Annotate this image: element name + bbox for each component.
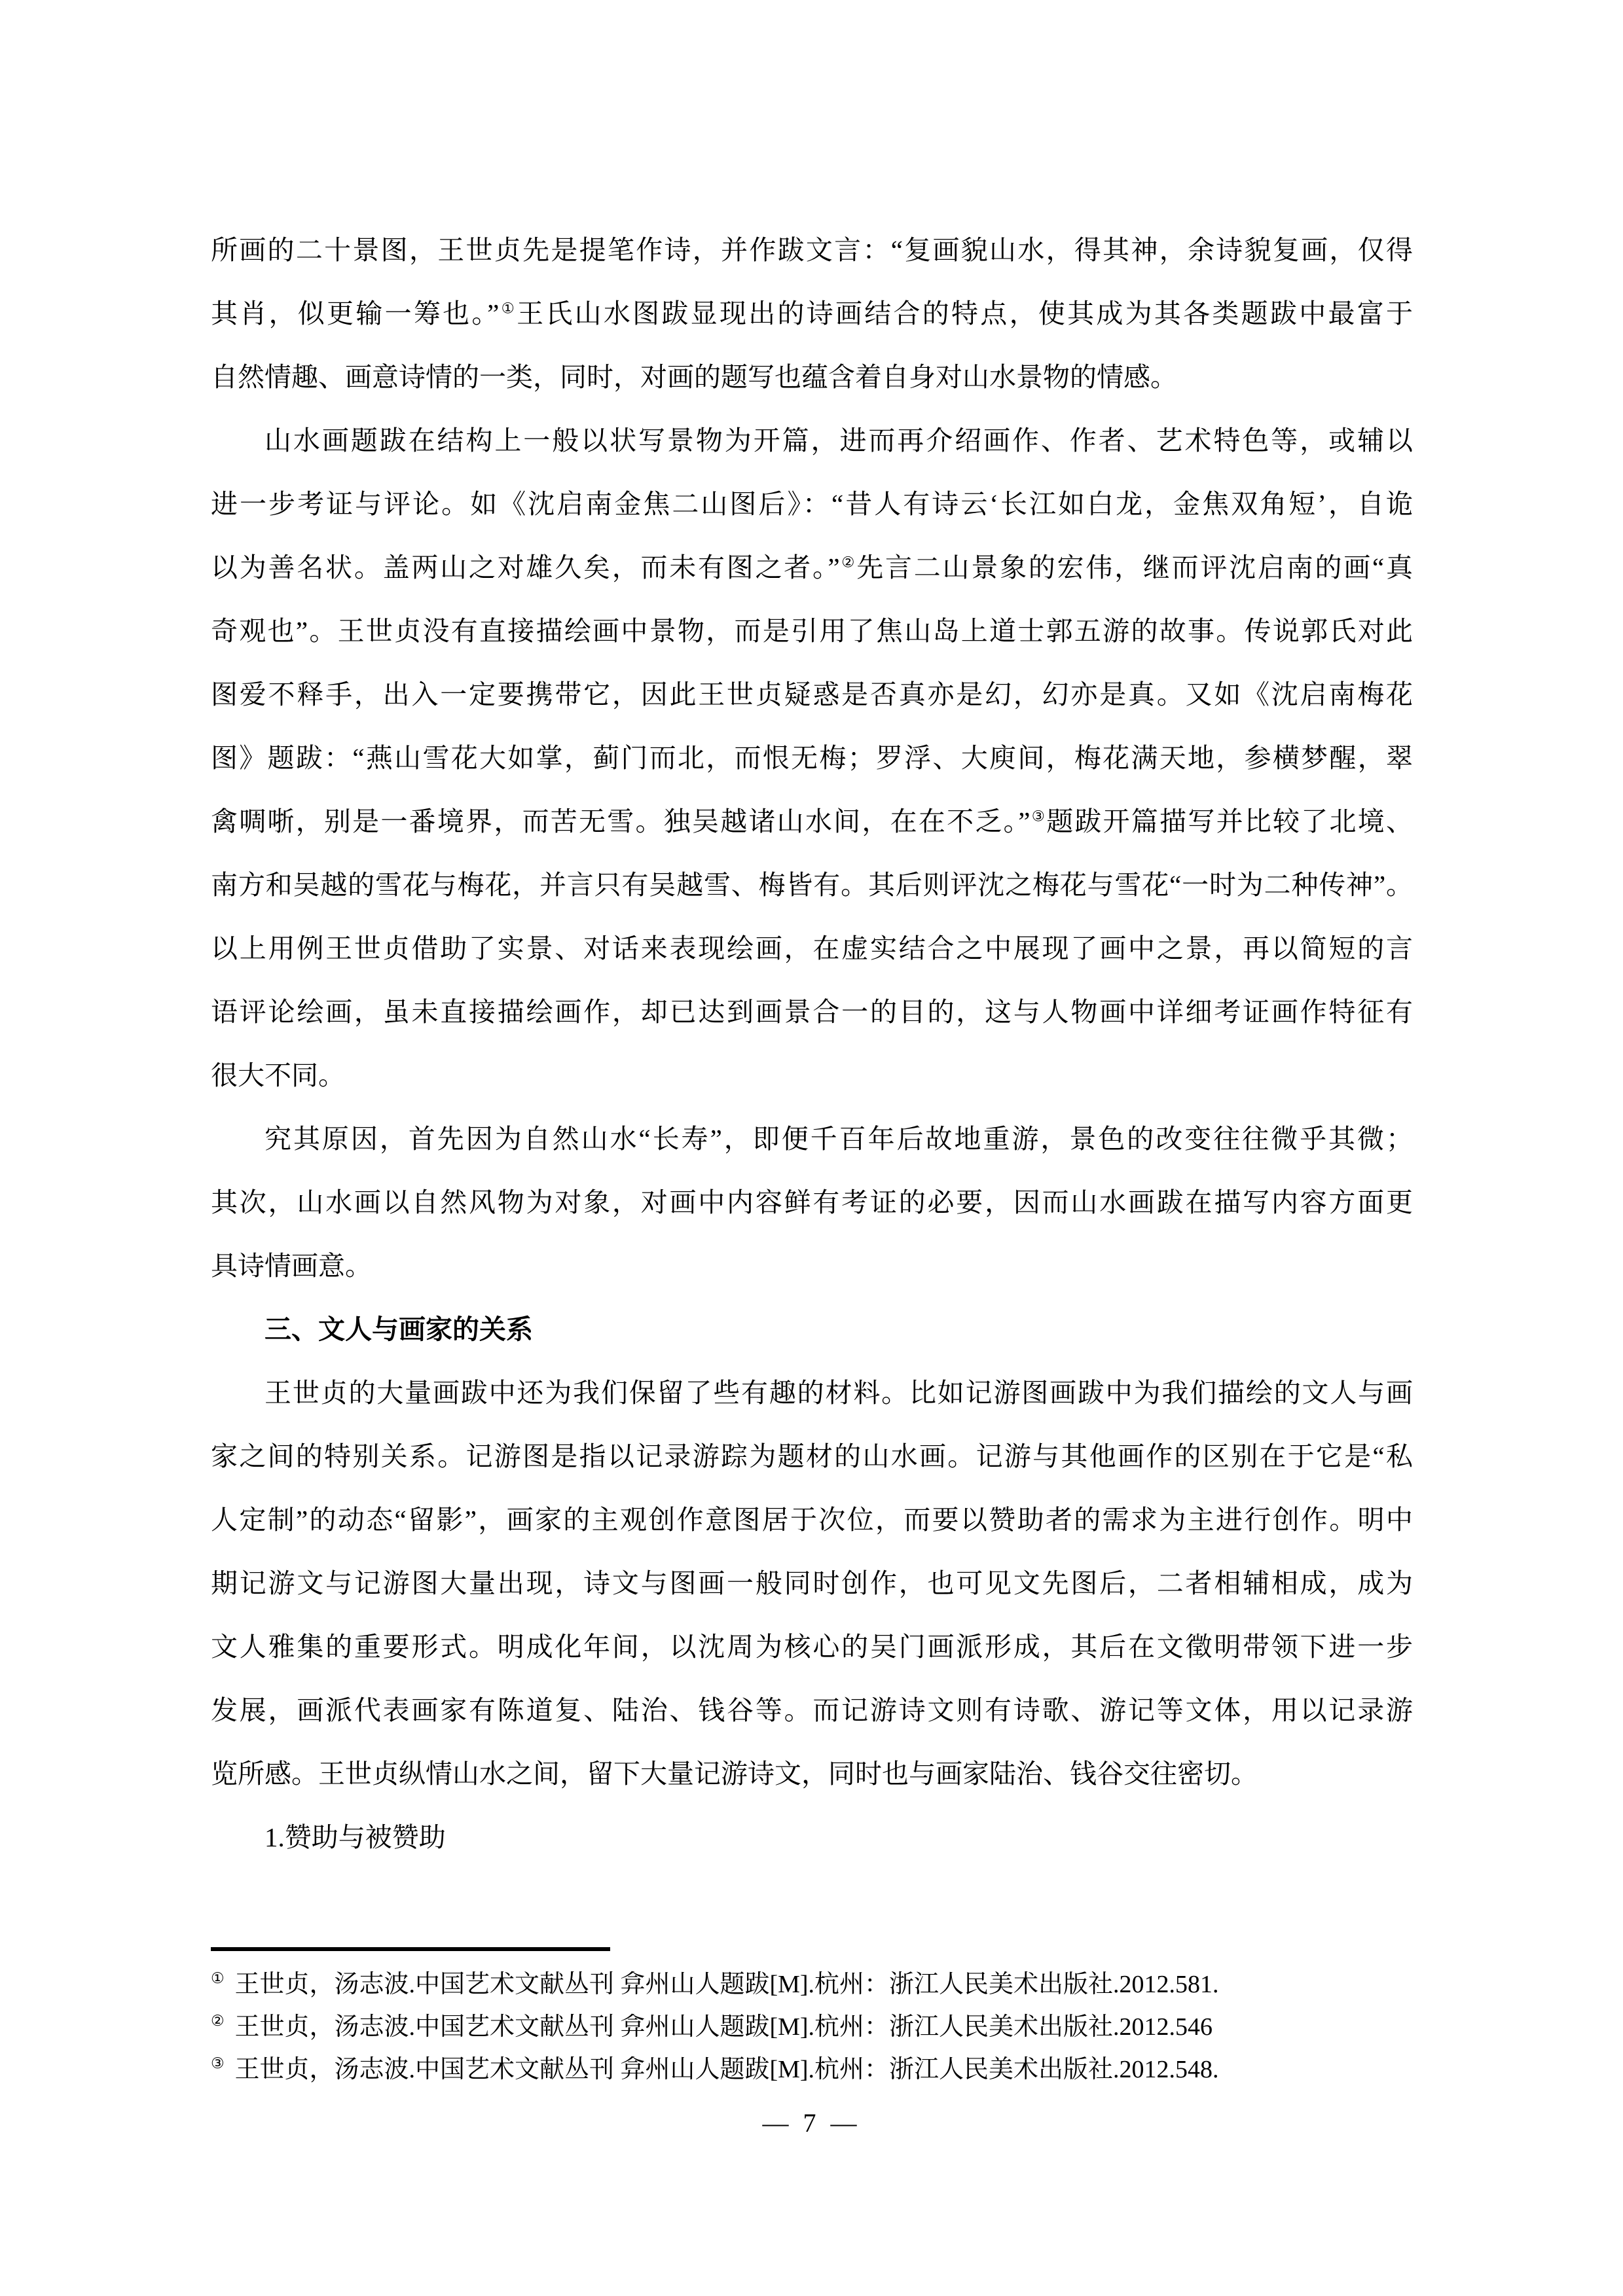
paragraph xyxy=(211,409,1413,1107)
text-line: 山水画题跋在结构上一般以状写景物为开篇，进而再介绍画作、作者、艺术特色等，或辅以 xyxy=(264,425,1413,456)
text-line: 进一步考证与评论。如《沈启南金焦二山图后》：“昔人有诗云‘长江如白龙，金焦双角短’，自诡 xyxy=(211,489,1413,519)
text-line: 南方和吴越的雪花与梅花，并言只有吴越雪、梅皆有。其后则评沈之梅花与雪花“一时为二种传神”。 xyxy=(211,870,1413,900)
text-line: 具诗情画意。 xyxy=(211,1251,372,1281)
text-line: 奇观也”。王世贞没有直接描绘画中景物，而是引用了焦山岛上道士郭五游的故事。传说郭氏对此 xyxy=(211,616,1413,646)
text-line: 语评论绘画，虽未直接描绘画作，却已达到画景合一的目的，这与人物画中详细考证画作特征有 xyxy=(211,997,1413,1027)
text-line: 禽啁哳，别是一番境界，而苦无雪。独吴越诸山水间，在在不乏。”③题跋开篇描写并比较了北境、 xyxy=(211,806,1413,836)
text-line: 王世贞的大量画跋中还为我们保留了些有趣的材料。比如记游图画跋中为我们描绘的文人与画 xyxy=(264,1378,1413,1408)
text-line: 以为善名状。盖两山之对雄久矣，而未有图之者。”②先言二山景象的宏伟，继而评沈启南的画“真 xyxy=(211,552,1413,583)
text-line: 很大不同。 xyxy=(211,1060,345,1090)
text-line: 其次，山水画以自然风物为对象，对画中内容鲜有考证的必要，因而山水画跋在描写内容方面更 xyxy=(211,1187,1413,1217)
text-line: 1.赞助与被赞助 xyxy=(264,1822,446,1852)
subheading xyxy=(211,1806,1413,1869)
text-line: 期记游文与记游图大量出现，诗文与图画一般同时创作，也可见文先图后，二者相辅相成，成为 xyxy=(211,1568,1413,1598)
footnote-marker: ① xyxy=(211,1970,225,1987)
text-line: 家之间的特别关系。记游图是指以记录游踪为题材的山水画。记游与其他画作的区别在于它是“私 xyxy=(211,1441,1413,1471)
text-line: 所画的二十景图，王世贞先是提笔作诗，并作跋文言：“复画貌山水，得其神，余诗貌复画，仅得 xyxy=(211,235,1413,265)
text-line: 以上用例王世贞借助了实景、对话来表现绘画，在虚实结合之中展现了画中之景，再以简短的言 xyxy=(211,933,1413,963)
text-line: 自然情趣、画意诗情的一类，同时，对画的题写也蕴含着自身对山水景物的情感。 xyxy=(211,362,1177,392)
paragraph xyxy=(211,219,1413,409)
footnote-list xyxy=(211,1964,1435,2091)
footnote-text: 王世贞，汤志波.中国艺术文献丛刊 弇州山人题跋[M].杭州：浙江人民美术出版社.2012.546 xyxy=(234,2013,1213,2041)
paragraph xyxy=(211,1361,1413,1806)
text-line: 究其原因，首先因为自然山水“长寿”，即便千百年后故地重游，景色的改变往往微乎其微； xyxy=(264,1124,1413,1154)
footnote-item xyxy=(211,2006,1435,2049)
footnote-ref: ① xyxy=(499,300,517,317)
text-line: 发展，画派代表画家有陈道复、陆治、钱谷等。而记游诗文则有诗歌、游记等文体，用以记录游 xyxy=(211,1695,1413,1725)
footnote-marker: ② xyxy=(211,2013,225,2030)
body-text xyxy=(211,219,1413,1869)
heading xyxy=(211,1298,1413,1361)
footnote-item xyxy=(211,1964,1435,2006)
footnote-text: 王世贞，汤志波.中国艺术文献丛刊 弇州山人题跋[M].杭州：浙江人民美术出版社.2012.548. xyxy=(234,2056,1219,2083)
text-line: 图爱不释手，出入一定要携带它，因此王世贞疑惑是否真亦是幻，幻亦是真。又如《沈启南梅花 xyxy=(211,679,1413,709)
text-line: 三、文人与画家的关系 xyxy=(264,1314,533,1344)
text-line: 其肖，似更输一筹也。”①王氏山水图跋显现出的诗画结合的特点，使其成为其各类题跋中最富于 xyxy=(211,298,1413,329)
paragraph xyxy=(211,1107,1413,1298)
text-line: 图》题跋：“燕山雪花大如掌，蓟门而北，而恨无梅；罗浮、大庾间，梅花满天地，参横梦醒，翠 xyxy=(211,743,1413,773)
text-line: 文人雅集的重要形式。明成化年间，以沈周为核心的吴门画派形成，其后在文徵明带领下进一步 xyxy=(211,1632,1413,1662)
footnote-item xyxy=(211,2049,1435,2091)
footnote-divider xyxy=(211,1947,610,1951)
footnote-ref: ③ xyxy=(1030,808,1047,825)
text-line: 览所感。王世贞纵情山水之间，留下大量记游诗文，同时也与画家陆治、钱谷交往密切。 xyxy=(211,1759,1258,1789)
footnote-ref: ② xyxy=(839,554,857,571)
footnote-text: 王世贞，汤志波.中国艺术文献丛刊 弇州山人题跋[M].杭州：浙江人民美术出版社.2012.581. xyxy=(234,1971,1219,1998)
page-number: — 7 — xyxy=(762,2108,861,2138)
footnote-marker: ③ xyxy=(211,2055,225,2072)
text-line: 人定制”的动态“留影”，画家的主观创作意图居于次位，而要以赞助者的需求为主进行创作。明中 xyxy=(211,1505,1413,1535)
